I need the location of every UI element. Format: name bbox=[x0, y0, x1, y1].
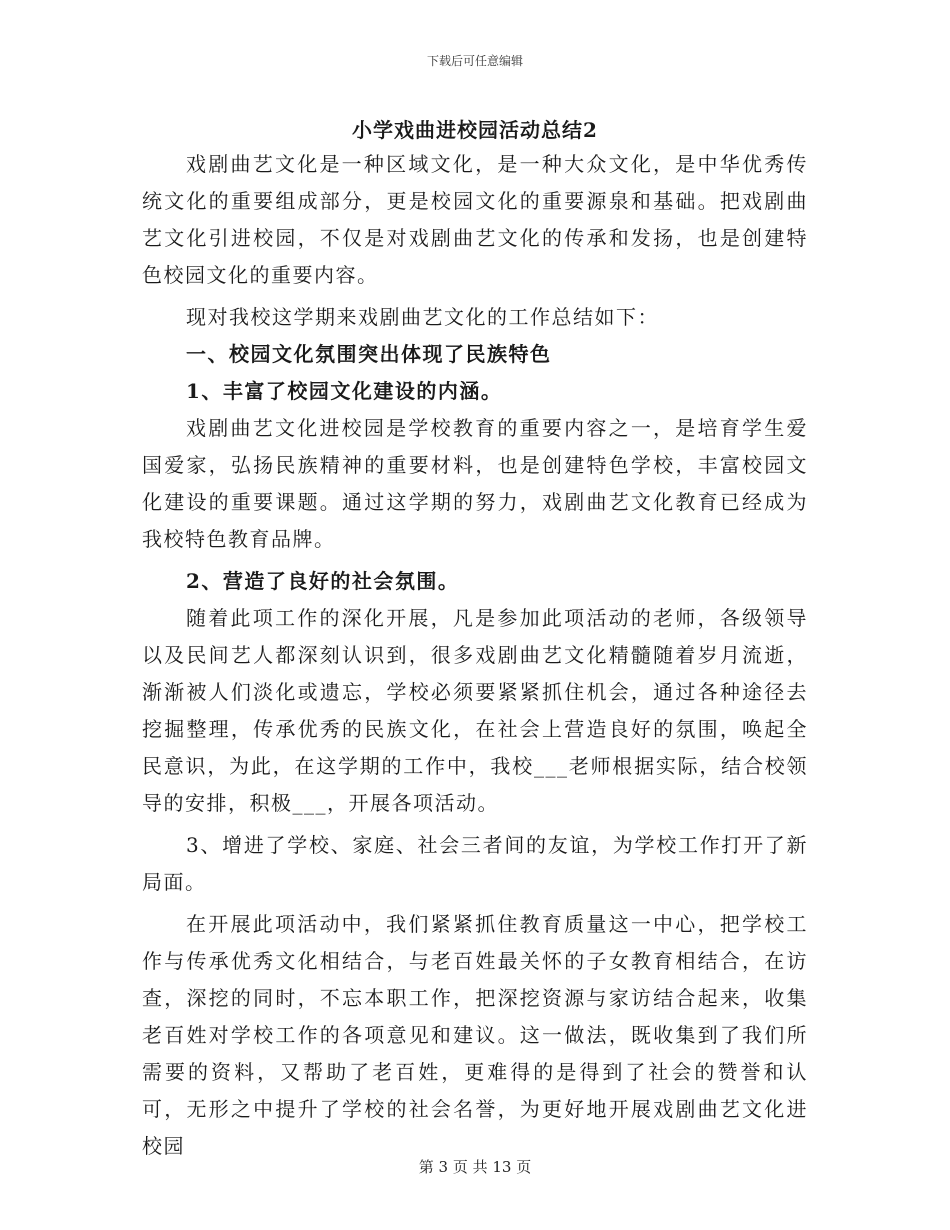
paragraph-social-atmosphere: 随着此项工作的深化开展，凡是参加此项活动的老师，各级领导以及民间艺人都深刻认识到，很多戏剧曲艺文化精髓随着岁月流逝，渐渐被人们淡化或遗忘，学校必须要紧紧抓住机会，通过各种途径去挖掘整理，传承优秀的民族文化，在社会上营造良好的氛围，唤起全民意识，为此，在这学期的工作中，我校___老师根据实际，结合校领导的安排，积极___，开展各项活动。 bbox=[142, 606, 808, 815]
paragraph-point-3: 3、增进了学校、家庭、社会三者间的友谊，为学校工作打开了新局面。 bbox=[142, 833, 808, 894]
paragraph-intro: 戏剧曲艺文化是一种区域文化，是一种大众文化，是中华优秀传统文化的重要组成部分，更是校园文化的重要源泉和基础。把戏剧曲艺文化引进校园，不仅是对戏剧曲艺文化的传承和发扬，也是创建特色校园文化的重要内容。 bbox=[142, 152, 808, 287]
document-title: 小学戏曲进校园活动总结2 bbox=[352, 118, 598, 142]
paragraph-summary-lead: 现对我校这学期来戏剧曲艺文化的工作总结如下： bbox=[186, 305, 659, 329]
subsection-heading-2: 2、营造了良好的社会氛围。 bbox=[186, 569, 460, 593]
page-number: 第 3 页 共 13 页 bbox=[418, 1158, 532, 1176]
document-body bbox=[142, 146, 808, 1165]
paragraph-culture-content: 戏剧曲艺文化进校园是学校教育的重要内容之一，是培育学生爱国爱家，弘扬民族精神的重要材料，也是创建特色学校，丰富校园文化建设的重要课题。通过这学期的努力，戏剧曲艺文化教育已经成为我校特色教育品牌。 bbox=[142, 416, 808, 551]
header-note: 下载后可任意编辑 bbox=[426, 54, 523, 68]
paragraph-activity-details: 在开展此项活动中，我们紧紧抓住教育质量这一中心，把学校工作与传承优秀文化相结合，与老百姓最关怀的子女教育相结合，在访查，深挖的同时，不忘本职工作，把深挖资源与家访结合起来，收集老百姓对学校工作的各项意见和建议。这一做法，既收集到了我们所需要的资料，又帮助了老百姓，更难得的是得到了社会的赞誉和认可，无形之中提升了学校的社会名誉，为更好地开展戏剧曲艺文化进校园 bbox=[142, 912, 808, 1158]
section-heading-1: 一、校园文化氛围突出体现了民族特色 bbox=[186, 342, 552, 366]
subsection-heading-1: 1、丰富了校园文化建设的内涵。 bbox=[186, 379, 503, 403]
